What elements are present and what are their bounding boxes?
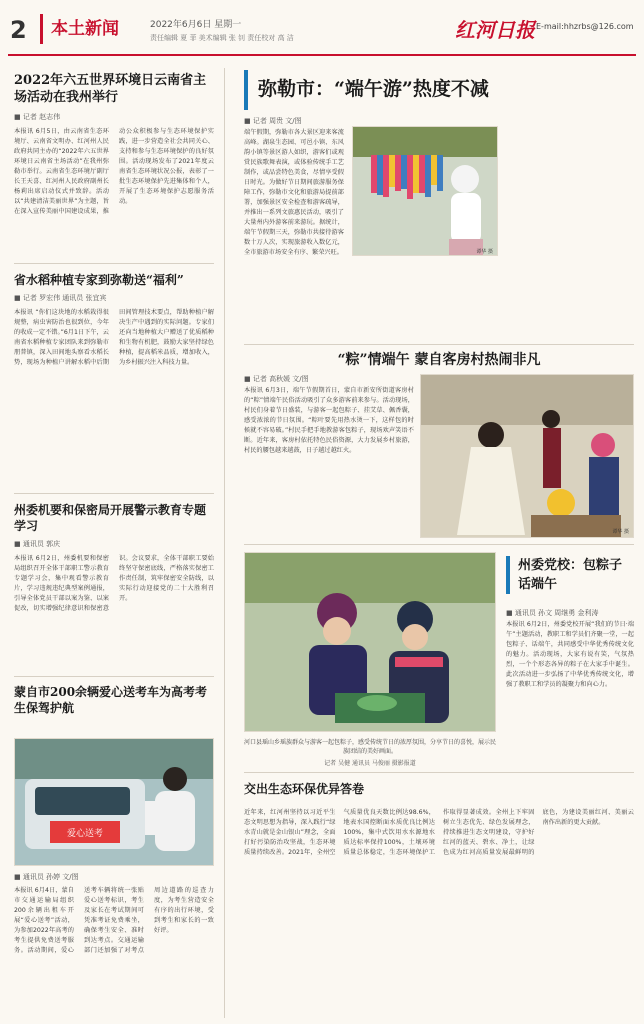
article-byline: ■ 记者 罗宏伟 通讯员 张宜宾 xyxy=(14,294,107,302)
article-headline: “粽”情端午 蒙自客房村热闹非凡 xyxy=(337,352,541,368)
article-eco-report xyxy=(244,780,634,1018)
taxi-photo-illustration xyxy=(15,739,214,866)
article-body: 近年来，红河州坚持以习近平生态文明思想为指导，深入践行“绿水青山就是金山银山”理念，全面打好污染防治攻坚战，生态环境质量持续改善。2021年，全州空气质量优良天数比例达98.6%，地表水国控断面水质优良比例达100%，集中式饮用水水源地水质达标率保持100%，土壤环境质量总体稳定，生态环境保护工作取得显著成效。全州上下牢固树立生态优先、绿色发展理念，持续推进生态文明建设，守护好红河的蓝天、碧水、净土，让绿色成为红河高质量发展最鲜明的底色，为建设美丽红河、美丽云南作出新的更大贡献。 xyxy=(244,809,634,856)
article-body: 本报讯 “你们这块地的水稻栽得很规整，病虫害防治也很到位，今年的收成一定不错。”6月1日下午，云南省水稻种植专家团队来到弥勒市朋普镇，深入田间地头察看水稻长势，现场为种植户讲解水稻中后期田间管理技术要点，帮助种植户解决生产中遇到的实际问题。专家们还向当地种植大户赠送了优质稻种和生物有机肥，鼓励大家坚持绿色种植，提高稻米品质，增加收入，为乡村振兴注入科技力量。 xyxy=(14,309,214,366)
photo-credit: 记者 吴健 通讯员 马俊丽 摄影报道 xyxy=(324,760,416,767)
svg-text:爱心送考: 爱心送考 xyxy=(66,829,104,839)
article-headline: 弥勒市：“端午游”热度不减 xyxy=(258,78,489,100)
village-dumpling-photo xyxy=(420,374,634,538)
section-title: 本土新闻 xyxy=(40,14,140,44)
article-rice-experts xyxy=(14,272,214,478)
divider xyxy=(244,772,634,773)
dragon-boat-tourism-photo xyxy=(352,126,498,256)
article-byline: ■ 通讯员 孙婷 文/图 xyxy=(14,873,79,881)
issue-date: 2022年6月6日 星期一 xyxy=(150,20,242,30)
dumpling-photo-illustration xyxy=(245,553,496,732)
article-charity-taxi xyxy=(14,684,214,716)
editor-credits: 责任编辑 夏 菲 美术编辑 张 钊 责任校对 高 洁 xyxy=(150,34,294,42)
article-confidential-bureau xyxy=(14,502,214,664)
article-body: 本报讯 6月4日，蒙自市交通运输局组织200余辆出租车开展“爱心送考”活动，为参加2022年高考的考生提供免费送考服务。活动期间，爱心送考车辆将统一张贴爱心送考标识，考生及家长在考试期间可凭准考证免费乘坐，确保考生安全、准时到达考点。交通运输部门还加强了对考点周边道路的巡查力度，为考生营造安全有序的出行环境，受到考生和家长的一致好评。 xyxy=(14,887,214,954)
tourism-photo-illustration xyxy=(353,127,498,256)
article-village-headline xyxy=(244,350,634,370)
article-headline: 蒙自市200余辆爱心送考车为高考考生保驾护航 xyxy=(14,685,208,715)
article-byline: ■ 通讯员 孙文 周继勇 金利涛 xyxy=(506,609,599,617)
article-world-environment-day xyxy=(14,72,214,257)
photo-caption: 河口县瑶山乡瑶族群众与游客一起包粽子，感受传统节日的浓厚氛围，分享节日的喜悦，展示民族团结的美好画面。 xyxy=(244,739,497,755)
article-body: 本报讯 6月2日，州委党校开展“我们的节日·端午”主题活动，教职工和学员们齐聚一堂，一起包粽子、话端午，共同感受中华优秀传统文化的魅力。活动现场，大家有说有笑，气氛热烈，一个个形态各异的粽子在大家手中诞生。此次活动进一步弘扬了中华优秀传统文化，增强了教职工和学员的凝聚力和向心力。 xyxy=(506,621,634,688)
article-headline: 2022年六五世界环境日云南省主场活动在我州举行 xyxy=(14,73,207,105)
article-byline: ■ 记者 赵志伟 xyxy=(14,113,61,121)
article-headline: 交出生态环保优异答卷 xyxy=(244,782,365,796)
article-party-school-headline xyxy=(506,556,634,594)
page-number: 2 xyxy=(10,16,27,44)
article-headline: 省水稻种植专家到弥勒送“福利” xyxy=(14,273,184,287)
svg-text:谭华 摄: 谭华 摄 xyxy=(476,249,493,255)
article-charity-taxi-body xyxy=(14,872,214,1016)
article-byline: ■ 记者 周贵 文/图 xyxy=(244,117,302,125)
article-body: 本报讯 6月3日，端午节假期首日，蒙自市新安所街道客房村的“粽”情端午民俗活动吸引了众多游客前来参与。活动现场，村民们身着节日盛装，与游客一起包粽子、挂艾草、佩香囊，感受浓浓的节日氛围。“粽叶要先用热水烫一下，这样包的时候就不容易破。”村民手把手地教游客包粽子，现场欢声笑语不断。近年来，客房村依托特色民俗资源，大力发展乡村旅游，村民的腰包越来越鼓，日子越过越红火。 xyxy=(244,387,414,454)
article-byline: ■ 通讯员 郭庆 xyxy=(14,540,61,548)
article-headline: 州委党校：包粽子 话端午 xyxy=(518,558,623,592)
article-body-side xyxy=(506,116,634,340)
divider xyxy=(244,544,634,545)
divider xyxy=(14,493,214,494)
divider xyxy=(244,344,634,345)
masthead-rule xyxy=(8,54,636,56)
article-body: 端午假期，弥勒市各大景区迎来客流高峰。湖泉生态园、可邑小镇、东风韵小镇等景区游人如织，游客们或观赏民族歌舞表演，或体验传统手工艺制作，或品尝特色美食，尽情享受假日时光。为做好节日期间旅游服务保障工作，弥勒市文化和旅游局提前部署，加强景区安全检查和游客疏导，并推出一系列文旅惠民活动，吸引了大量州内外游客前来游玩。据统计，端午节假期三天，弥勒市共接待游客数十万人次，实现旅游收入数亿元，全市旅游市场安全有序、繁荣兴旺。 xyxy=(244,129,344,256)
newspaper-logo: 红河日报 xyxy=(455,18,535,42)
article-byline: ■ 记者 高秋媛 文/图 xyxy=(244,375,309,383)
article-headline: 州委机要和保密局开展警示教育专题学习 xyxy=(14,503,207,533)
contact-email[interactable]: E-mail:hhzrbs@126.com xyxy=(536,22,634,31)
article-body-continued xyxy=(352,262,498,340)
masthead xyxy=(0,0,644,58)
village-photo-illustration xyxy=(421,375,634,538)
charity-taxi-photo xyxy=(14,738,214,866)
article-mile-tourism-headline xyxy=(244,70,634,110)
column-divider xyxy=(224,68,225,1018)
minority-women-dumpling-photo xyxy=(244,552,496,732)
divider xyxy=(14,676,214,677)
article-body: 本报讯 6月2日，州委机要和保密局组织召开全体干部职工警示教育专题学习会，集中观看警示教育片，学习违规违纪典型案例通报，引导全体党员干部以案为鉴、以案促改，切实增强纪律意识和保密意识。会议要求，全体干部职工要始终坚守保密底线，严格落实保密工作责任制，筑牢保密安全防线，以实际行动迎接党的二十大胜利召开。 xyxy=(14,555,214,612)
article-body: 本报讯 6月5日，由云南省生态环境厅、云南省文明办、红河州人民政府共同主办的“2022年六五世界环境日云南省主场活动”在我州弥勒市举行。云南省生态环境厅副厅长王天喜、红河州人民政府副州长杨莉出席启动仪式并致辞。活动以“共建清洁美丽世界”为主题，旨在深入宣传美丽中国建设成果，推动公众积极参与生态环境保护实践，进一步营造全社会共同关心、支持和参与生态环境保护的良好氛围。活动现场发布了2021年度云南省生态环境状况公报，表彰了一批生态环境保护先进集体和个人，开展了生态环境保护志愿服务活动。 xyxy=(14,128,214,215)
svg-text:谭华 摄: 谭华 摄 xyxy=(612,529,629,535)
divider xyxy=(14,263,214,264)
